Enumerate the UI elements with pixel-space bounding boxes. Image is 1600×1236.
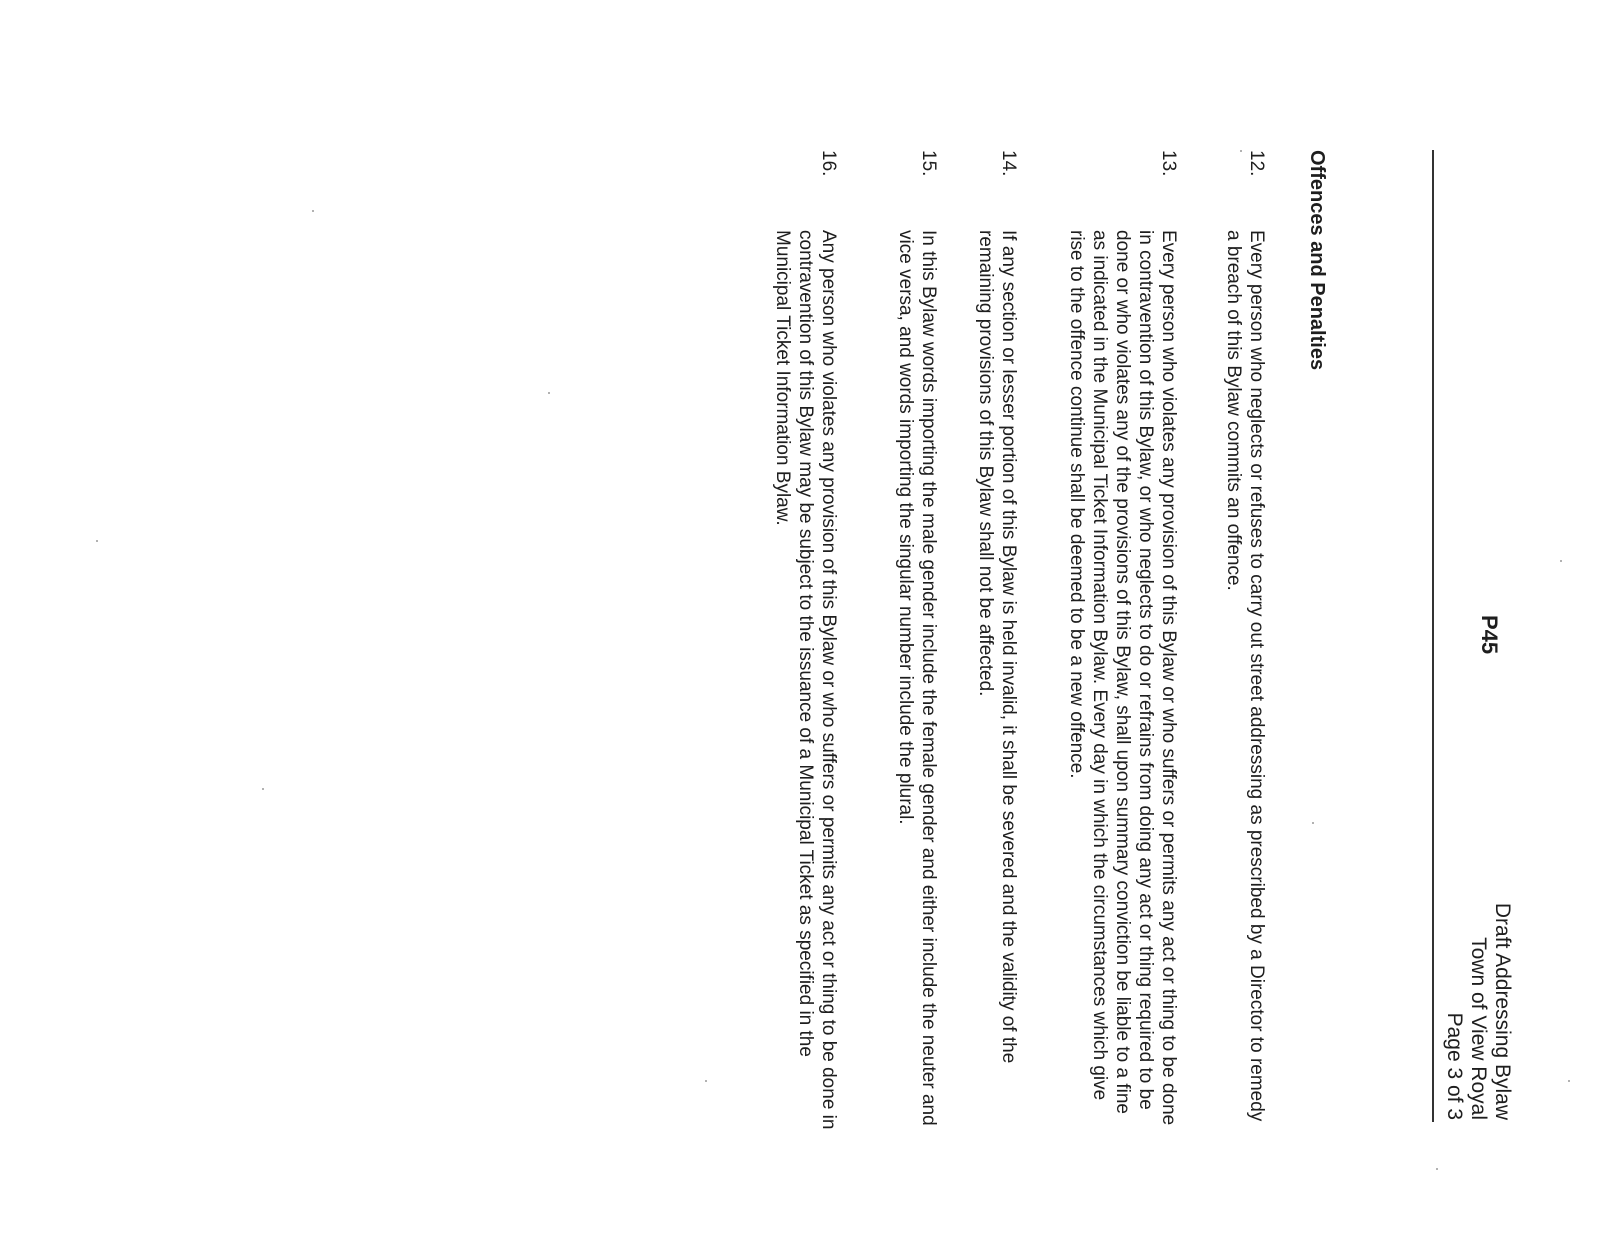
clause-number: 15. [918, 150, 939, 177]
scan-speck [548, 392, 550, 394]
page-code: P45 [1477, 615, 1502, 655]
clause-number: 14. [998, 150, 1019, 177]
scan-speck [1568, 1080, 1570, 1082]
clause-text: In this Bylaw words importing the male gender include the female gender and either include the neuter and vice versa, and words importing the singular number include the plural. [895, 230, 939, 1126]
document-header [1442, 0, 1514, 1120]
clause-number: 16. [818, 150, 839, 177]
scan-speck [312, 210, 314, 212]
header-municipality: Town of View Royal [1467, 937, 1490, 1120]
clause-number: 12. [1246, 150, 1267, 177]
scan-speck [705, 1080, 707, 1082]
scan-speck [262, 788, 264, 790]
scan-speck [1240, 150, 1242, 152]
clause-text: Every person who violates any provision of this Bylaw or who suffers or permits any act or thing to be done in contravention of this Bylaw, or who neglects to do or refrains from doing any act or thing required to be done or who violates any of the provisions of this Bylaw, shall upon summary conviction be liable to a fine as indicated in the Municipal Ticket Information Bylaw. Every day in which the circumstances which give rise to the offence continue shall be deemed to be a new offence. [1066, 230, 1179, 1126]
clause-text: Every person who neglects or refuses to carry out street addressing as prescribed by a Director to remedy a breach of this Bylaw commits an offence. [1223, 230, 1267, 1122]
scan-speck [1560, 560, 1562, 562]
header-bylaw-title: Draft Addressing Bylaw [1491, 902, 1514, 1120]
scan-speck [1436, 1168, 1438, 1170]
scan-speck [96, 540, 98, 542]
clause-text: If any section or lesser portion of this Bylaw is held invalid, it shall be severed and the validity of the remaining provisions of this Bylaw shall not be affected. [975, 230, 1019, 1064]
header-rule [1432, 150, 1434, 1122]
header-page-number: Page 3 of 3 [1443, 1012, 1466, 1120]
scan-speck [1312, 822, 1314, 824]
clause-number: 13. [1158, 150, 1179, 177]
clause-text: Any person who violates any provision of this Bylaw or who suffers or permits any act or thing to be done in contravention of this Bylaw may be subject to the issuance of a Municipal Ticket as specified in the Municipal Ticket Information Bylaw. [772, 230, 839, 1130]
section-heading: Offences and Penalties [1306, 150, 1328, 371]
